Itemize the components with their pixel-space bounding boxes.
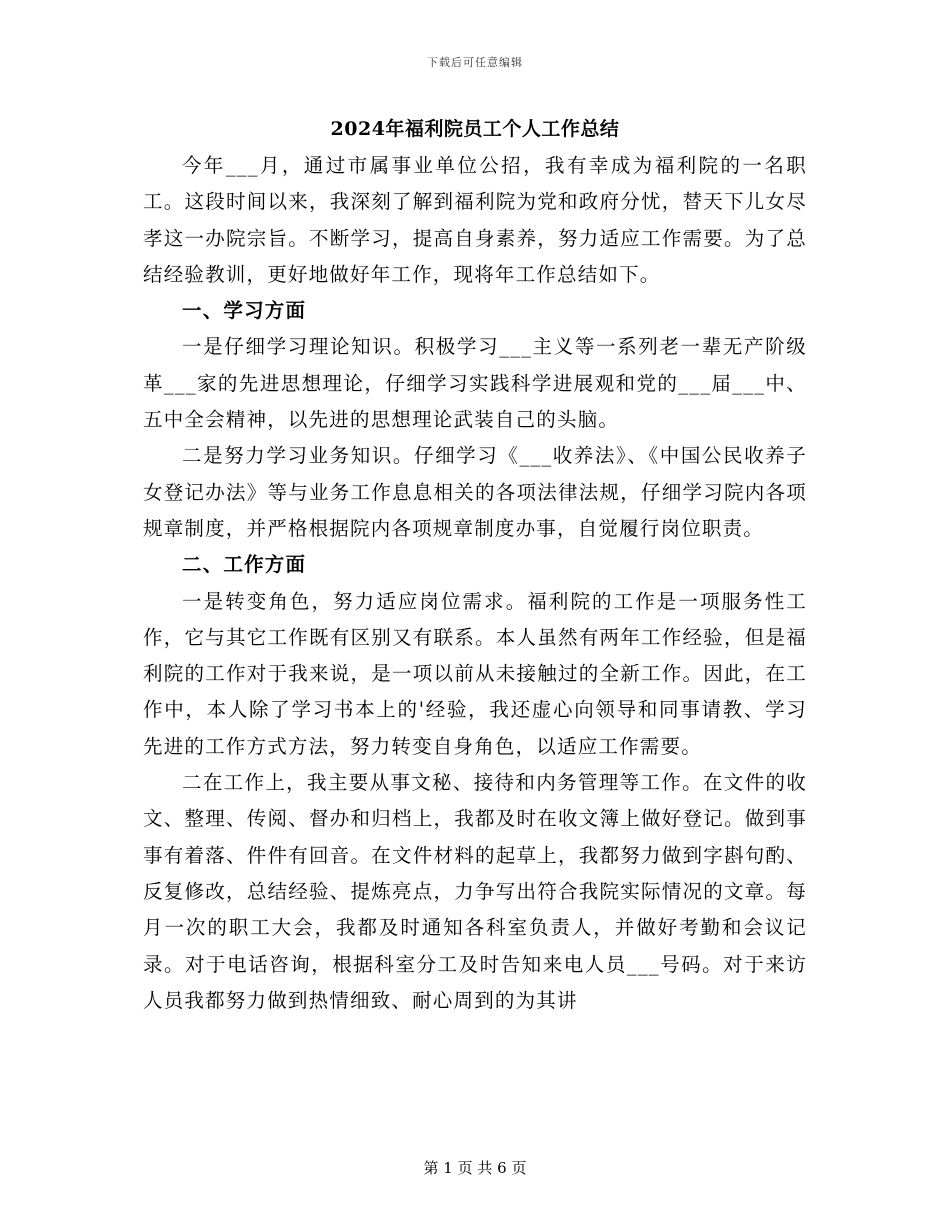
document-body	[143, 148, 807, 1019]
section-heading-study: 一、学习方面	[182, 299, 307, 323]
paragraph-work-duties: 二在工作上，我主要从事文秘、接待和内务管理等工作。在文件的收文、整理、传阅、督办和归档上，我都及时在收文簿上做好登记。做到事事有着落、件件有回音。在文件材料的起草上，我都努力做到字斟句酌、反复修改，总结经验、提炼亮点，力争写出符合我院实际情况的文章。每月一次的职工大会，我都及时通知各科室负责人，并做好考勤和会议记录。对于电话咨询，根据科室分工及时告知来电人员___号码。对于来访人员我都努力做到热情细致、耐心周到的为其讲	[143, 771, 807, 1012]
document-title: 2024年福利院员工个人工作总结	[330, 118, 620, 140]
paragraph-study-business: 二是努力学习业务知识。仔细学习《___收养法》、《中国公民收养子女登记办法》等与业务工作息息相关的各项法律法规，仔细学习院内各项规章制度，并严格根据院内各项规章制度办事，自觉履行岗位职责。	[143, 444, 807, 540]
page-number-footer: 第 1 页 共 6 页	[423, 1159, 527, 1177]
header-note: 下载后可任意编辑	[427, 56, 523, 69]
paragraph-work-role: 一是转变角色，努力适应岗位需求。福利院的工作是一项服务性工作，它与其它工作既有区别又有联系。本人虽然有两年工作经验，但是福利院的工作对于我来说，是一项以前从未接触过的全新工作。因此，在工作中，本人除了学习书本上的'经验，我还虚心向领导和同事请教、学习先进的工作方式方法，努力转变自身角色，以适应工作需要。	[143, 589, 807, 758]
section-heading-work: 二、工作方面	[182, 553, 307, 577]
paragraph-intro: 今年___月，通过市属事业单位公招，我有幸成为福利院的一名职工。这段时间以来，我深刻了解到福利院为党和政府分忧，替天下儿女尽孝这一办院宗旨。不断学习，提高自身素养，努力适应工作需要。为了总结经验教训，更好地做好年工作，现将年工作总结如下。	[143, 154, 807, 286]
paragraph-study-theory: 一是仔细学习理论知识。积极学习___主义等一系列老一辈无产阶级革___家的先进思想理论，仔细学习实践科学进展观和党的___届___中、五中全会精神，以先进的思想理论武装自己的头脑。	[143, 335, 807, 432]
